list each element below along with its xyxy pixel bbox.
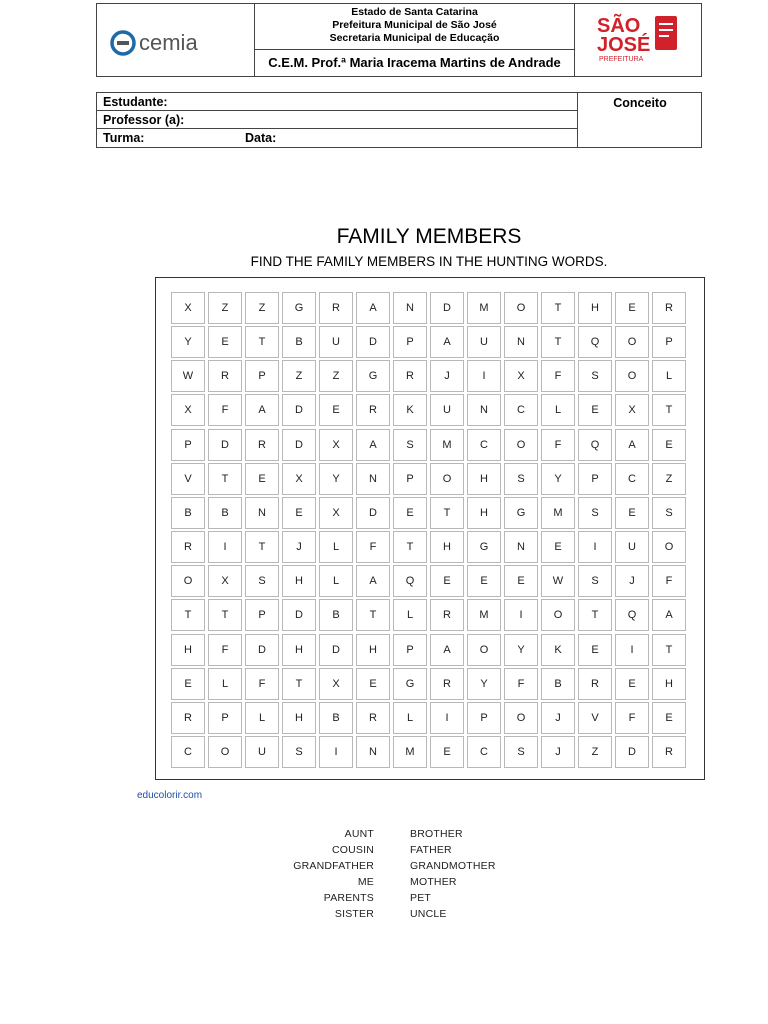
grid-cell[interactable]: P <box>578 463 612 495</box>
grid-cell[interactable]: M <box>393 736 427 768</box>
grid-cell[interactable]: V <box>578 702 612 734</box>
grid-cell[interactable]: G <box>393 668 427 700</box>
grid-cell[interactable]: E <box>578 634 612 666</box>
grid-cell[interactable]: R <box>208 360 242 392</box>
class-label: Turma: <box>103 131 145 145</box>
grid-cell[interactable]: G <box>467 531 501 563</box>
grid-cell[interactable]: R <box>652 736 686 768</box>
grid-cell[interactable]: J <box>615 565 649 597</box>
grid-cell[interactable]: M <box>430 429 464 461</box>
grid-cell[interactable]: C <box>504 394 538 426</box>
grid-cell[interactable]: N <box>245 497 279 529</box>
student-info-table <box>96 92 702 148</box>
grid-cell[interactable]: Q <box>578 326 612 358</box>
grid-cell[interactable]: N <box>504 326 538 358</box>
grid-cell[interactable]: Z <box>652 463 686 495</box>
grid-cell[interactable]: O <box>430 463 464 495</box>
grid-cell[interactable]: O <box>504 702 538 734</box>
grid-cell[interactable]: R <box>356 702 390 734</box>
grid-cell[interactable]: K <box>393 394 427 426</box>
word-item: MOTHER <box>410 876 457 888</box>
grid-cell[interactable]: S <box>504 463 538 495</box>
grid-cell[interactable]: O <box>652 531 686 563</box>
grid-cell[interactable]: E <box>430 565 464 597</box>
grid-cell[interactable]: L <box>393 702 427 734</box>
grid-cell[interactable]: T <box>245 531 279 563</box>
grid-cell[interactable]: V <box>171 463 205 495</box>
grid-cell[interactable]: O <box>541 599 575 631</box>
grid-cell[interactable]: P <box>245 360 279 392</box>
word-item: PET <box>410 892 432 904</box>
grid-cell[interactable]: T <box>208 463 242 495</box>
grid-cell[interactable]: F <box>541 429 575 461</box>
grid-cell[interactable]: X <box>282 463 316 495</box>
grid-cell[interactable]: O <box>615 360 649 392</box>
grid-cell[interactable]: T <box>393 531 427 563</box>
prefecture-line: Prefeitura Municipal de São José <box>332 19 497 31</box>
grid-cell[interactable]: P <box>393 463 427 495</box>
grid-cell[interactable]: N <box>467 394 501 426</box>
grid-cell[interactable]: O <box>615 326 649 358</box>
grid-cell[interactable]: Y <box>541 463 575 495</box>
grid-cell[interactable]: H <box>578 292 612 324</box>
grid-cell[interactable]: E <box>615 668 649 700</box>
grid-cell[interactable]: E <box>541 531 575 563</box>
grid-cell[interactable]: E <box>615 497 649 529</box>
grid-cell[interactable]: U <box>319 326 353 358</box>
grid-cell[interactable]: I <box>504 599 538 631</box>
grid-cell[interactable]: E <box>245 463 279 495</box>
grid-cell[interactable]: O <box>504 292 538 324</box>
grid-cell[interactable]: X <box>208 565 242 597</box>
grid-cell[interactable]: X <box>504 360 538 392</box>
grid-cell[interactable]: I <box>208 531 242 563</box>
grid-cell[interactable]: P <box>652 326 686 358</box>
grid-cell[interactable]: D <box>245 634 279 666</box>
class-date-row[interactable] <box>97 129 577 147</box>
grid-cell[interactable]: J <box>541 702 575 734</box>
header-left-cell <box>97 4 255 76</box>
grid-cell[interactable]: R <box>578 668 612 700</box>
grid-cell[interactable]: P <box>393 326 427 358</box>
grade-label: Conceito <box>613 96 667 110</box>
grid-cell[interactable]: E <box>319 394 353 426</box>
cemia-logo-text: cemia <box>139 30 198 55</box>
grid-cell[interactable]: E <box>282 497 316 529</box>
grid-cell[interactable]: I <box>319 736 353 768</box>
grid-cell[interactable]: W <box>541 565 575 597</box>
grid-cell[interactable]: M <box>467 292 501 324</box>
grid-cell[interactable]: F <box>541 360 575 392</box>
grid-cell[interactable]: E <box>578 394 612 426</box>
grid-cell[interactable]: P <box>208 702 242 734</box>
grid-cell[interactable]: A <box>356 292 390 324</box>
grid-cell[interactable]: R <box>171 702 205 734</box>
grid-cell[interactable]: P <box>245 599 279 631</box>
grid-cell[interactable]: W <box>171 360 205 392</box>
grid-cell[interactable]: T <box>652 394 686 426</box>
grid-cell[interactable]: R <box>171 531 205 563</box>
grid-cell[interactable]: U <box>245 736 279 768</box>
grid-cell[interactable]: I <box>578 531 612 563</box>
grid-cell[interactable]: D <box>615 736 649 768</box>
teacher-row[interactable] <box>97 111 577 129</box>
grid-cell[interactable]: H <box>171 634 205 666</box>
grid-cell[interactable]: L <box>393 599 427 631</box>
grid-cell[interactable]: X <box>615 394 649 426</box>
grid-cell[interactable]: Q <box>393 565 427 597</box>
grid-cell[interactable]: S <box>578 565 612 597</box>
word-item: GRANDMOTHER <box>410 860 496 872</box>
grid-cell[interactable]: H <box>652 668 686 700</box>
grid-cell[interactable]: G <box>504 497 538 529</box>
student-label: Estudante: <box>103 95 168 109</box>
date-label: Data: <box>245 131 277 145</box>
grid-cell[interactable]: F <box>504 668 538 700</box>
grid-cell[interactable]: H <box>467 463 501 495</box>
grid-cell[interactable]: K <box>541 634 575 666</box>
grid-cell[interactable]: F <box>208 634 242 666</box>
grid-cell[interactable]: J <box>282 531 316 563</box>
grid-cell[interactable]: T <box>652 634 686 666</box>
header-center-cell <box>255 4 575 76</box>
grid-cell[interactable]: S <box>578 497 612 529</box>
grid-cell[interactable]: D <box>282 429 316 461</box>
grid-cell[interactable]: T <box>541 326 575 358</box>
grid-cell[interactable]: Z <box>245 292 279 324</box>
grid-cell[interactable]: R <box>356 394 390 426</box>
word-item: GRANDFATHER <box>293 860 374 872</box>
grid-cell[interactable]: H <box>282 634 316 666</box>
grid-cell[interactable]: U <box>430 394 464 426</box>
grid-cell[interactable]: Z <box>282 360 316 392</box>
grid-cell[interactable]: A <box>430 634 464 666</box>
grid-cell[interactable]: S <box>578 360 612 392</box>
grid-cell[interactable]: C <box>467 429 501 461</box>
grid-cell[interactable]: A <box>615 429 649 461</box>
grid-cell[interactable]: E <box>615 292 649 324</box>
grid-cell[interactable]: A <box>356 565 390 597</box>
grid-cell[interactable]: U <box>615 531 649 563</box>
grid-cell[interactable]: X <box>171 292 205 324</box>
state-line: Estado de Santa Catarina <box>351 6 478 18</box>
grid-cell[interactable]: E <box>430 736 464 768</box>
grid-cell[interactable]: F <box>245 668 279 700</box>
grid-cell[interactable]: G <box>282 292 316 324</box>
grid-cell[interactable]: E <box>467 565 501 597</box>
sao-jose-logo-icon <box>597 12 681 68</box>
grid-cell[interactable]: I <box>467 360 501 392</box>
grid-cell[interactable]: D <box>356 497 390 529</box>
grid-cell[interactable]: M <box>467 599 501 631</box>
grid-cell[interactable]: Q <box>615 599 649 631</box>
grid-cell[interactable]: O <box>171 565 205 597</box>
grid-cell[interactable]: C <box>615 463 649 495</box>
word-item: FATHER <box>410 844 452 856</box>
grid-cell[interactable]: S <box>282 736 316 768</box>
grid-cell[interactable]: H <box>356 634 390 666</box>
secretary-line: Secretaria Municipal de Educação <box>329 32 500 44</box>
grid-cell[interactable]: P <box>171 429 205 461</box>
grid-cell[interactable]: L <box>319 531 353 563</box>
grid-cell[interactable]: S <box>245 565 279 597</box>
grid-cell[interactable]: S <box>652 497 686 529</box>
grid-cell[interactable]: C <box>467 736 501 768</box>
grid-cell[interactable]: B <box>319 599 353 631</box>
grid-cell[interactable]: H <box>282 702 316 734</box>
grid-cell[interactable]: O <box>467 634 501 666</box>
logo-sao: SÃO <box>597 15 641 37</box>
grid-cell[interactable]: D <box>430 292 464 324</box>
school-name: C.E.M. Prof.ª Maria Iracema Martins de Andrade <box>268 55 561 70</box>
grid-cell[interactable]: R <box>393 360 427 392</box>
grid-cell[interactable]: X <box>319 668 353 700</box>
grid-cell[interactable]: S <box>393 429 427 461</box>
grid-cell[interactable]: T <box>541 292 575 324</box>
grid-cell[interactable]: H <box>282 565 316 597</box>
word-item: BROTHER <box>410 828 463 840</box>
grid-cell[interactable]: I <box>615 634 649 666</box>
grid-cell[interactable]: P <box>393 634 427 666</box>
grid-cell[interactable]: D <box>282 599 316 631</box>
word-item: AUNT <box>344 828 374 840</box>
grid-cell[interactable]: P <box>467 702 501 734</box>
grid-cell[interactable]: Y <box>171 326 205 358</box>
word-item: ME <box>357 876 374 888</box>
grid-cell[interactable]: L <box>319 565 353 597</box>
word-item: UNCLE <box>410 908 447 920</box>
word-list-right <box>410 826 496 922</box>
grid-cell[interactable]: O <box>208 736 242 768</box>
grid-cell[interactable]: J <box>541 736 575 768</box>
grid-cell[interactable]: D <box>319 634 353 666</box>
word-item: SISTER <box>334 908 374 920</box>
grid-cell[interactable]: A <box>652 599 686 631</box>
grid-cell[interactable]: T <box>430 497 464 529</box>
grid-cell[interactable]: E <box>652 429 686 461</box>
grid-cell[interactable]: N <box>393 292 427 324</box>
grid-cell[interactable]: A <box>245 394 279 426</box>
grid-cell[interactable]: H <box>430 531 464 563</box>
cemia-logo-icon <box>109 28 239 58</box>
page-title: FAMILY MEMBERS <box>336 225 522 248</box>
grid-cell[interactable]: F <box>652 565 686 597</box>
grid-cell[interactable]: Y <box>467 668 501 700</box>
grid-cell[interactable]: M <box>541 497 575 529</box>
grid-cell[interactable]: L <box>245 702 279 734</box>
grid-cell[interactable]: F <box>615 702 649 734</box>
grid-cell[interactable]: N <box>356 463 390 495</box>
grid-cell[interactable]: E <box>393 497 427 529</box>
grid-cell[interactable]: F <box>208 394 242 426</box>
student-row[interactable] <box>97 93 577 111</box>
grid-cell[interactable]: I <box>430 702 464 734</box>
header-table <box>96 3 702 77</box>
grid-cell[interactable]: Y <box>504 634 538 666</box>
grid-cell[interactable]: R <box>319 292 353 324</box>
grid-cell[interactable]: H <box>467 497 501 529</box>
grid-cell[interactable]: X <box>319 497 353 529</box>
page-subtitle: FIND THE FAMILY MEMBERS IN THE HUNTING WORDS. <box>250 254 608 269</box>
grid-cell[interactable]: Z <box>319 360 353 392</box>
header-lines <box>255 4 574 50</box>
grid-cell[interactable]: O <box>504 429 538 461</box>
grid-cell[interactable]: Y <box>319 463 353 495</box>
grid-cell[interactable]: E <box>504 565 538 597</box>
grid-cell[interactable]: T <box>245 326 279 358</box>
grid-cell[interactable]: B <box>282 326 316 358</box>
grid-cell[interactable]: L <box>208 668 242 700</box>
grid-cell[interactable]: G <box>356 360 390 392</box>
grid-cell[interactable]: B <box>541 668 575 700</box>
grid-cell[interactable]: R <box>430 599 464 631</box>
grid-cell[interactable]: T <box>578 599 612 631</box>
grid-cell[interactable]: F <box>356 531 390 563</box>
logo-prefeitura: PREFEITURA <box>599 56 644 63</box>
grid-cell[interactable]: R <box>430 668 464 700</box>
grid-cell[interactable]: L <box>541 394 575 426</box>
grid-cell[interactable]: B <box>171 497 205 529</box>
teacher-label: Professor (a): <box>103 113 185 127</box>
grid-cell[interactable]: S <box>504 736 538 768</box>
grid-cell[interactable]: Z <box>208 292 242 324</box>
grid-cell[interactable]: U <box>467 326 501 358</box>
grid-cell[interactable]: C <box>171 736 205 768</box>
grid-cell[interactable]: N <box>504 531 538 563</box>
word-item: PARENTS <box>323 892 374 904</box>
grid-cell[interactable]: T <box>208 599 242 631</box>
grid-cell[interactable]: A <box>430 326 464 358</box>
grid-cell[interactable]: E <box>356 668 390 700</box>
grid-cell[interactable]: B <box>208 497 242 529</box>
header-right-cell <box>575 4 701 76</box>
grid-cell[interactable]: R <box>652 292 686 324</box>
grid-cell[interactable]: D <box>208 429 242 461</box>
credit-link[interactable]: educolorir.com <box>137 790 203 801</box>
grid-cell[interactable]: E <box>208 326 242 358</box>
grid-cell[interactable]: T <box>171 599 205 631</box>
grid-cell[interactable]: D <box>356 326 390 358</box>
word-item: COUSIN <box>331 844 374 856</box>
grid-cell[interactable]: T <box>356 599 390 631</box>
grid-cell[interactable]: R <box>245 429 279 461</box>
grid-cell[interactable]: E <box>652 702 686 734</box>
grid-cell[interactable]: A <box>356 429 390 461</box>
grid-cell[interactable]: J <box>430 360 464 392</box>
grid-cell[interactable]: E <box>171 668 205 700</box>
grid-cell[interactable]: D <box>282 394 316 426</box>
grid-cell[interactable]: N <box>356 736 390 768</box>
word-list-left <box>214 826 374 922</box>
logo-jose: JOSÉ <box>597 34 651 56</box>
grid-cell[interactable]: X <box>171 394 205 426</box>
grid-cell[interactable]: L <box>652 360 686 392</box>
grid-cell[interactable]: Q <box>578 429 612 461</box>
grid-cell[interactable]: B <box>319 702 353 734</box>
grid-cell[interactable]: T <box>282 668 316 700</box>
grid-cell[interactable]: X <box>319 429 353 461</box>
grid-cell[interactable]: Z <box>578 736 612 768</box>
